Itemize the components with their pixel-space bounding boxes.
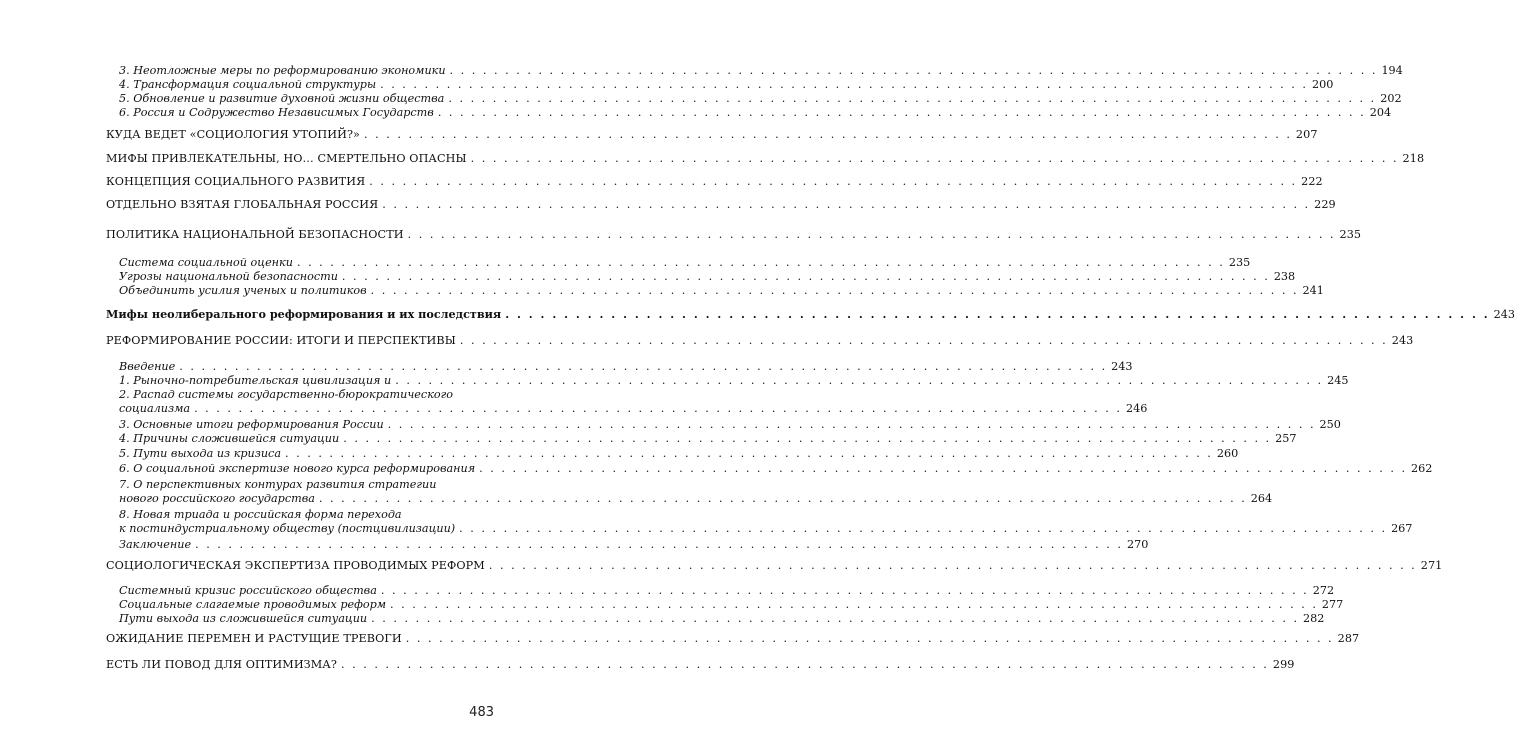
dot-leader: . . . . . . . . . . . . . . . . . . . . . . . . . . . . . . . . . . . . . . . . . . . . . . . . . . . . . . . . . . . . . . . . . . . . . . . . . . . . . . . . . . . . — [380, 584, 1309, 597]
dot-leader: . . . . . . . . . . . . . . . . . . . . . . . . . . . . . . . . . . . . . . . . . . . . . . . . . . . . . . . . . . . . . . . . . . . . . . . . . . . . . . . . . . . . — [459, 522, 1388, 535]
toc-entry-line1: 2. Распад системы государственно-бюрократического — [119, 388, 454, 401]
dot-leader: . . . . . . . . . . . . . . . . . . . . . . . . . . . . . . . . . . . . . . . . . . . . . . . . . . . . . . . . . . . . . . . . . . . . . . . . . . . . . . . . . . . . — [488, 559, 1417, 572]
dot-leader: . . . . . . . . . . . . . . . . . . . . . . . . . . . . . . . . . . . . . . . . . . . . . . . . . . . . . . . . . . . . . . . . . . . . . . . . . . . . . . . . . . . . — [370, 284, 1299, 297]
toc-entry-page: 238 — [1273, 270, 1296, 283]
toc-entry-page: 262 — [1411, 462, 1433, 475]
toc-entry-title: 3. Неотложные меры по реформированию экономики — [119, 64, 446, 77]
toc-chapter-title: ОЖИДАНИЕ ПЕРЕМЕН И РАСТУЩИЕ ТРЕВОГИ — [106, 632, 402, 645]
dot-leader: . . . . . . . . . . . . . . . . . . . . . . . . . . . . . . . . . . . . . . . . . . . . . . . . . . . . . . . . . . . . . . . . . . . . . . . . . . . . . . . . . . . . — [407, 228, 1336, 241]
dot-leader: . . . . . . . . . . . . . . . . . . . . . . . . . . . . . . . . . . . . . . . . . . . . . . . . . . . . . . . . . . . . . . . . . . . . . . . . . . . . . . . . . . . . — [380, 78, 1308, 91]
toc-chapter-title: ЕСТЬ ЛИ ПОВОД ДЛЯ ОПТИМИЗМА? — [106, 658, 337, 671]
toc-entry-title: Угрозы национальной безопасности — [119, 270, 338, 283]
toc-entry — [119, 522, 1413, 536]
toc-entry-title: 4. Трансформация социальной структуры — [119, 78, 377, 91]
page-number: 483 — [469, 705, 494, 720]
toc-entry — [119, 432, 1297, 446]
toc-chapter-page: 218 — [1402, 152, 1425, 165]
dot-leader: . . . . . . . . . . . . . . . . . . . . . . . . . . . . . . . . . . . . . . . . . . . . . . . . . . . . . . . . . . . . . . . . . . . . . . . . . . . . . . . . . . . . — [194, 402, 1122, 415]
toc-entry-title: Введение — [119, 360, 176, 373]
toc-chapter-title: КУДА ВЕДЕТ «СОЦИОЛОГИЯ УТОПИЙ?» — [106, 128, 360, 141]
toc-entry-title: Заключение — [119, 538, 192, 551]
toc-chapter-title: МИФЫ ПРИВЛЕКАТЕЛЬНЫ, НО… СМЕРТЕЛЬНО ОПАСНЫ — [106, 152, 467, 165]
dot-leader: . . . . . . . . . . . . . . . . . . . . . . . . . . . . . . . . . . . . . . . . . . . . . . . . . . . . . . . . . . . . . . . . . . . . . . . . . . . . . . . . . . . . — [405, 632, 1334, 645]
toc-entry — [119, 584, 1335, 598]
toc-entry-page: 202 — [1380, 92, 1402, 105]
toc-part-page: 243 — [1493, 308, 1515, 321]
toc-entry-title: Системный кризис российского общества — [119, 584, 377, 597]
toc-entry — [119, 374, 1349, 388]
toc-entry-title: к постиндустриальному обществу (постцивилизации) — [119, 522, 456, 535]
dot-leader: . . . . . . . . . . . . . . . . . . . . . . . . . . . . . . . . . . . . . . . . . . . . . . . . . . . . . . . . . . . . . . . . . . . . . . . . . . . . . . . . . . . . — [449, 64, 1378, 77]
toc-entry-page: 246 — [1125, 402, 1148, 415]
toc-chapter-page: 229 — [1314, 198, 1336, 211]
toc-entry — [119, 78, 1334, 92]
toc-chapter-page: 235 — [1339, 228, 1362, 241]
toc-part — [106, 307, 1515, 322]
toc-entry-page: 235 — [1228, 256, 1251, 269]
toc-entry-line1: 8. Новая триада и российская форма перехода — [119, 508, 402, 521]
toc-entry-page: 241 — [1302, 284, 1324, 297]
toc-entry — [119, 492, 1273, 506]
toc-entry-title: 5. Пути выхода из кризиса — [119, 447, 281, 460]
toc-entry-title: 4. Причины сложившейся ситуации — [119, 432, 340, 445]
toc-chapter-page: 287 — [1337, 632, 1360, 645]
toc-entry-title: 5. Обновление и развитие духовной жизни общества — [119, 92, 445, 105]
toc-chapter-title: ПОЛИТИКА НАЦИОНАЛЬНОЙ БЕЗОПАСНОСТИ — [106, 228, 404, 241]
toc-entry-page: 270 — [1126, 538, 1149, 551]
toc-entry — [119, 538, 1149, 552]
toc-entry-page: 282 — [1303, 612, 1325, 625]
toc-entry-title: Объединить усилия ученых и политиков — [119, 284, 367, 297]
dot-leader: . . . . . . . . . . . . . . . . . . . . . . . . . . . . . . . . . . . . . . . . . . . . . . . . . . . . . . . . . . . . . . . . . . . . . . . . . . . . . . . . . . . . — [390, 598, 1318, 611]
dot-leader: . . . . . . . . . . . . . . . . . . . . . . . . . . . . . . . . . . . . . . . . . . . . . . . . . . . . . . . . . . . . . . . . . . . . . . . . . . . . . . . . . . . . — [505, 307, 1490, 321]
toc-entry-title: Система социальной оценки — [119, 256, 293, 269]
dot-leader: . . . . . . . . . . . . . . . . . . . . . . . . . . . . . . . . . . . . . . . . . . . . . . . . . . . . . . . . . . . . . . . . . . . . . . . . . . . . . . . . . . . . — [341, 270, 1270, 283]
toc-chapter-title: СОЦИОЛОГИЧЕСКАЯ ЭКСПЕРТИЗА ПРОВОДИМЫХ РЕФОРМ — [106, 559, 485, 572]
toc-entry-title: 3. Основные итоги реформирования России — [119, 418, 384, 431]
toc-entry — [119, 256, 1251, 270]
dot-leader: . . . . . . . . . . . . . . . . . . . . . . . . . . . . . . . . . . . . . . . . . . . . . . . . . . . . . . . . . . . . . . . . . . . . . . . . . . . . . . . . . . . . — [195, 538, 1123, 551]
toc-entry — [119, 402, 1148, 416]
toc-entry — [119, 598, 1344, 612]
toc-entry-page: 243 — [1111, 360, 1133, 373]
toc-chapter-title: КОНЦЕПЦИЯ СОЦИАЛЬНОГО РАЗВИТИЯ — [106, 175, 366, 188]
dot-leader: . . . . . . . . . . . . . . . . . . . . . . . . . . . . . . . . . . . . . . . . . . . . . . . . . . . . . . . . . . . . . . . . . . . . . . . . . . . . . . . . . . . . — [179, 360, 1108, 373]
toc-entry-page: 245 — [1327, 374, 1349, 387]
toc-entry — [119, 612, 1325, 626]
dot-leader: . . . . . . . . . . . . . . . . . . . . . . . . . . . . . . . . . . . . . . . . . . . . . . . . . . . . . . . . . . . . . . . . . . . . . . . . . . . . . . . . . . . . — [296, 256, 1225, 269]
toc-chapter — [106, 152, 1425, 166]
toc-chapter — [106, 658, 1295, 672]
toc-entry-page: 260 — [1216, 447, 1239, 460]
toc-entry-line1: 7. О перспективных контурах развития стратегии — [119, 478, 437, 491]
toc-entry-title: Пути выхода из сложившейся ситуации — [119, 612, 368, 625]
toc-entry-page: 277 — [1321, 598, 1344, 611]
toc-chapter — [106, 198, 1336, 212]
dot-leader: . . . . . . . . . . . . . . . . . . . . . . . . . . . . . . . . . . . . . . . . . . . . . . . . . . . . . . . . . . . . . . . . . . . . . . . . . . . . . . . . . . . . — [371, 612, 1300, 625]
toc-entry-title: Социальные слагаемые проводимых реформ — [119, 598, 387, 611]
dot-leader: . . . . . . . . . . . . . . . . . . . . . . . . . . . . . . . . . . . . . . . . . . . . . . . . . . . . . . . . . . . . . . . . . . . . . . . . . . . . . . . . . . . . — [343, 432, 1272, 445]
toc-entry — [119, 64, 1403, 78]
toc-chapter — [106, 632, 1360, 646]
toc-chapter — [106, 559, 1443, 573]
toc-entry-title: социализма — [119, 402, 191, 415]
toc-entry-page: 200 — [1311, 78, 1334, 91]
toc-entry — [119, 284, 1324, 298]
toc-entry-title: 6. Россия и Содружество Независимых Государств — [119, 106, 434, 119]
toc-entry-page: 257 — [1275, 432, 1297, 445]
dot-leader: . . . . . . . . . . . . . . . . . . . . . . . . . . . . . . . . . . . . . . . . . . . . . . . . . . . . . . . . . . . . . . . . . . . . . . . . . . . . . . . . . . . . — [340, 658, 1269, 671]
dot-leader: . . . . . . . . . . . . . . . . . . . . . . . . . . . . . . . . . . . . . . . . . . . . . . . . . . . . . . . . . . . . . . . . . . . . . . . . . . . . . . . . . . . . — [395, 374, 1324, 387]
toc-entry-title: 1. Рыночно-потребительская цивилизация и — [119, 374, 392, 387]
toc-entry-page: 264 — [1250, 492, 1273, 505]
toc-chapter — [106, 128, 1318, 142]
toc-entry — [119, 106, 1392, 120]
toc-chapter-page: 271 — [1420, 559, 1443, 572]
toc-entry-page: 250 — [1319, 418, 1341, 431]
toc-entry-title: 6. О социальной экспертизе нового курса реформирования — [119, 462, 476, 475]
dot-leader: . . . . . . . . . . . . . . . . . . . . . . . . . . . . . . . . . . . . . . . . . . . . . . . . . . . . . . . . . . . . . . . . . . . . . . . . . . . . . . . . . . . . — [437, 106, 1366, 119]
toc-chapter — [106, 334, 1414, 348]
toc-chapter-title: ОТДЕЛЬНО ВЗЯТАЯ ГЛОБАЛЬНАЯ РОССИЯ — [106, 198, 379, 211]
toc-entry — [119, 447, 1239, 461]
toc-part-title: Мифы неолиберального реформирования и их последствия — [106, 307, 502, 321]
toc-entry — [119, 418, 1341, 432]
toc-chapter — [106, 175, 1323, 189]
toc-entry-page: 272 — [1312, 584, 1335, 597]
toc-entry — [119, 462, 1433, 476]
toc-entry — [119, 360, 1133, 374]
toc-chapter-title: РЕФОРМИРОВАНИЕ РОССИИ: ИТОГИ И ПЕРСПЕКТИВЫ — [106, 334, 456, 347]
dot-leader: . . . . . . . . . . . . . . . . . . . . . . . . . . . . . . . . . . . . . . . . . . . . . . . . . . . . . . . . . . . . . . . . . . . . . . . . . . . . . . . . . . . . — [284, 447, 1213, 460]
dot-leader: . . . . . . . . . . . . . . . . . . . . . . . . . . . . . . . . . . . . . . . . . . . . . . . . . . . . . . . . . . . . . . . . . . . . . . . . . . . . . . . . . . . . — [387, 418, 1316, 431]
dot-leader: . . . . . . . . . . . . . . . . . . . . . . . . . . . . . . . . . . . . . . . . . . . . . . . . . . . . . . . . . . . . . . . . . . . . . . . . . . . . . . . . . . . . — [470, 152, 1399, 165]
toc-entry — [119, 270, 1296, 284]
toc-chapter-page: 243 — [1391, 334, 1414, 347]
toc-entry-title: нового российского государства — [119, 492, 315, 505]
dot-leader: . . . . . . . . . . . . . . . . . . . . . . . . . . . . . . . . . . . . . . . . . . . . . . . . . . . . . . . . . . . . . . . . . . . . . . . . . . . . . . . . . . . . — [479, 462, 1408, 475]
toc-chapter-page: 207 — [1295, 128, 1318, 141]
toc-entry-page: 267 — [1391, 522, 1413, 535]
toc-chapter-page: 222 — [1301, 175, 1323, 188]
dot-leader: . . . . . . . . . . . . . . . . . . . . . . . . . . . . . . . . . . . . . . . . . . . . . . . . . . . . . . . . . . . . . . . . . . . . . . . . . . . . . . . . . . . . — [318, 492, 1247, 505]
dot-leader: . . . . . . . . . . . . . . . . . . . . . . . . . . . . . . . . . . . . . . . . . . . . . . . . . . . . . . . . . . . . . . . . . . . . . . . . . . . . . . . . . . . . — [382, 198, 1311, 211]
dot-leader: . . . . . . . . . . . . . . . . . . . . . . . . . . . . . . . . . . . . . . . . . . . . . . . . . . . . . . . . . . . . . . . . . . . . . . . . . . . . . . . . . . . . — [448, 92, 1377, 105]
toc-entry-page: 194 — [1381, 64, 1403, 77]
dot-leader: . . . . . . . . . . . . . . . . . . . . . . . . . . . . . . . . . . . . . . . . . . . . . . . . . . . . . . . . . . . . . . . . . . . . . . . . . . . . . . . . . . . . — [369, 175, 1298, 188]
dot-leader: . . . . . . . . . . . . . . . . . . . . . . . . . . . . . . . . . . . . . . . . . . . . . . . . . . . . . . . . . . . . . . . . . . . . . . . . . . . . . . . . . . . . — [459, 334, 1388, 347]
toc-chapter-page: 299 — [1272, 658, 1295, 671]
toc-entry — [119, 92, 1402, 106]
dot-leader: . . . . . . . . . . . . . . . . . . . . . . . . . . . . . . . . . . . . . . . . . . . . . . . . . . . . . . . . . . . . . . . . . . . . . . . . . . . . . . . . . . . . — [364, 128, 1292, 141]
toc-entry-page: 204 — [1369, 106, 1392, 119]
toc-chapter — [106, 228, 1362, 242]
